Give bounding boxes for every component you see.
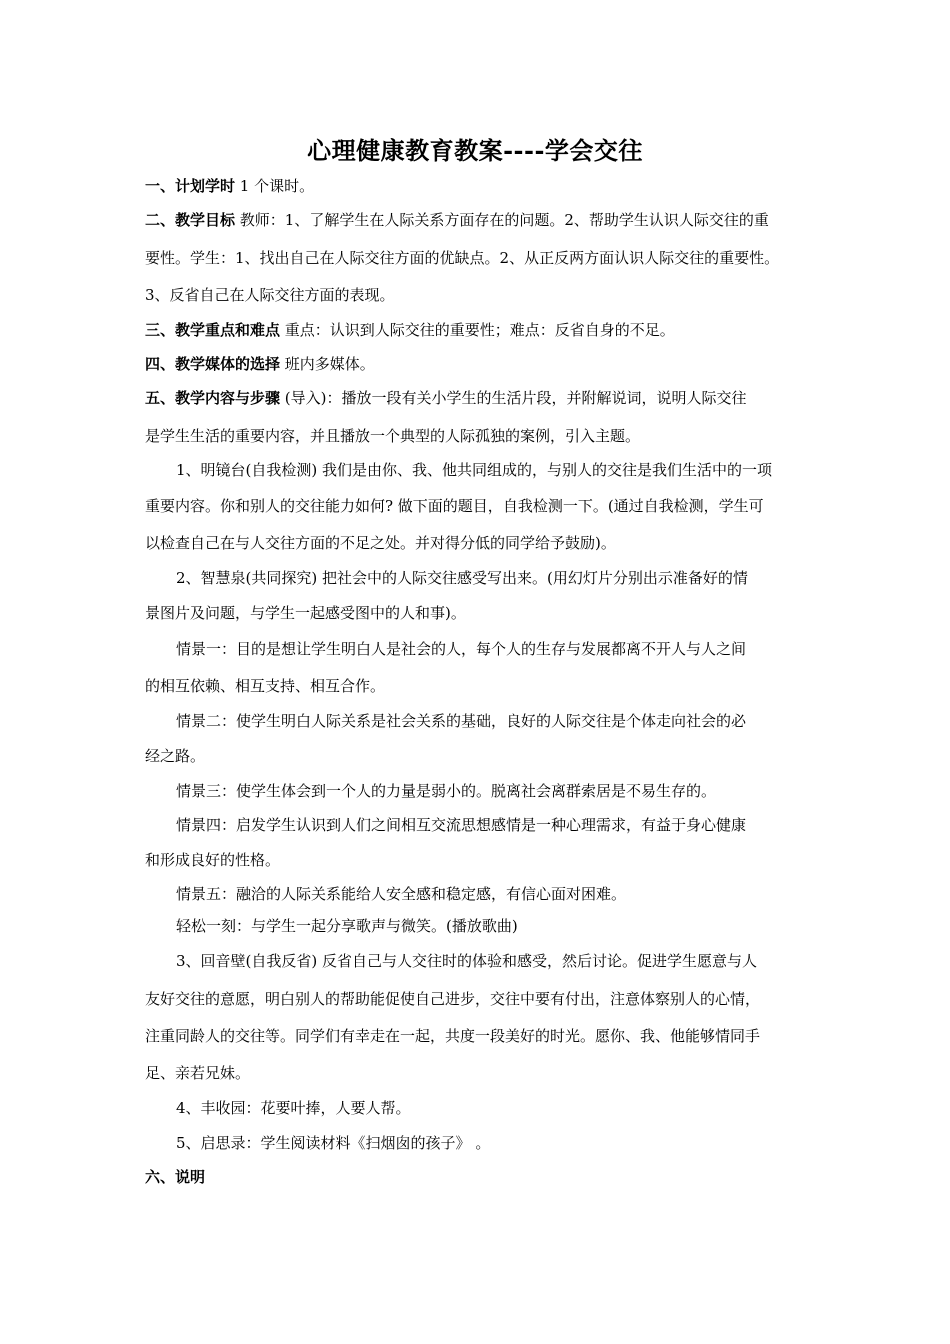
section-heading: 五、教学内容与步骤: [145, 389, 281, 407]
section-notes-heading: 六、说明: [145, 1168, 206, 1186]
step-3-line-3: 注重同龄人的交往等。同学们有幸走在一起，共度一段美好的时光。愿你、我、他能够情同手: [145, 1027, 761, 1045]
step-5-line-1: 5、启思录：学生阅读材料《扫烟囱的孩子》 。: [176, 1134, 491, 1152]
step-4-line-1: 4、丰收园：花要叶捧，人要人帮。: [176, 1099, 411, 1117]
scene-1-line-1: 情景一：目的是想让学生明白人是社会的人，每个人的生存与发展都离不开人与人之间: [176, 640, 747, 658]
section-text: 重点：认识到人际交往的重要性；难点：反省自身的不足。: [280, 321, 675, 339]
section-key-points: [145, 320, 825, 340]
section-heading: 二、教学目标: [145, 211, 236, 229]
section-content-line-1: [145, 388, 825, 408]
step-3-line-1: 3、回音壁(自我反省) 反省自己与人交往时的体验和感受，然后讨论。促进学生愿意与人: [176, 952, 758, 970]
section-text: 班内多媒体。: [280, 355, 375, 373]
step-3-line-2: 友好交往的意愿，明白别人的帮助能促使自己进步，交往中要有付出，注意体察别人的心情，: [145, 990, 761, 1008]
scene-2-line-1: 情景二：使学生明白人际关系是社会关系的基础，良好的人际交往是个体走向社会的必: [176, 712, 747, 730]
relax-line-1: 轻松一刻：与学生一起分享歌声与微笑。(播放歌曲): [176, 917, 518, 935]
section-text: 教师：1、了解学生在人际关系方面存在的问题。2、帮助学生认识人际交往的重: [235, 211, 769, 229]
scene-4-line-2: 和形成良好的性格。: [145, 851, 281, 869]
step-1-line-3: 以检查自己在与人交往方面的不足之处。并对得分低的同学给予鼓励)。: [145, 534, 616, 552]
section-objectives-line-2: 要性。学生：1、找出自己在人际交往方面的优缺点。2、从正反两方面认识人际交往的重要性。: [145, 249, 780, 267]
section-text: (导入)：播放一段有关小学生的生活片段，并附解说词，说明人际交往: [280, 389, 747, 407]
section-heading: 三、教学重点和难点: [145, 321, 281, 339]
section-objectives-line-1: [145, 210, 825, 230]
scene-2-line-2: 经之路。: [145, 747, 206, 765]
step-3-line-4: 足、亲若兄妹。: [145, 1064, 251, 1082]
scene-3-line-1: 情景三：使学生体会到一个人的力量是弱小的。脱离社会离群索居是不易生存的。: [176, 782, 717, 800]
step-2-line-2: 景图片及问题，与学生一起感受图中的人和事)。: [145, 604, 466, 622]
section-content-line-2: 是学生生活的重要内容，并且播放一个典型的人际孤独的案例，引入主题。: [145, 427, 641, 445]
section-media: [145, 354, 825, 374]
scene-4-line-1: 情景四：启发学生认识到人们之间相互交流思想感情是一种心理需求，有益于身心健康: [176, 816, 747, 834]
section-heading: 四、教学媒体的选择: [145, 355, 281, 373]
section-objectives-line-3: 3、反省自己在人际交往方面的表现。: [145, 286, 395, 304]
document-title: 心理健康教育教案----学会交往: [307, 136, 643, 165]
section-plan-hours: [145, 176, 825, 196]
step-2-line-1: 2、智慧泉(共同探究) 把社会中的人际交往感受写出来。(用幻灯片分别出示准备好的情: [176, 569, 748, 587]
scene-5-line-1: 情景五：融洽的人际关系能给人安全感和稳定感，有信心面对困难。: [176, 885, 627, 903]
step-1-line-1: 1、明镜台(自我检测) 我们是由你、我、他共同组成的，与别人的交往是我们生活中的一项: [176, 461, 773, 479]
section-text: 1 个课时。: [235, 177, 315, 195]
scene-1-line-2: 的相互依赖、相互支持、相互合作。: [145, 677, 386, 695]
step-1-line-2: 重要内容。你和别人的交往能力如何? 做下面的题目，自我检测一下。(通过自我检测，学生可: [145, 497, 764, 515]
section-heading: 一、计划学时: [145, 177, 236, 195]
